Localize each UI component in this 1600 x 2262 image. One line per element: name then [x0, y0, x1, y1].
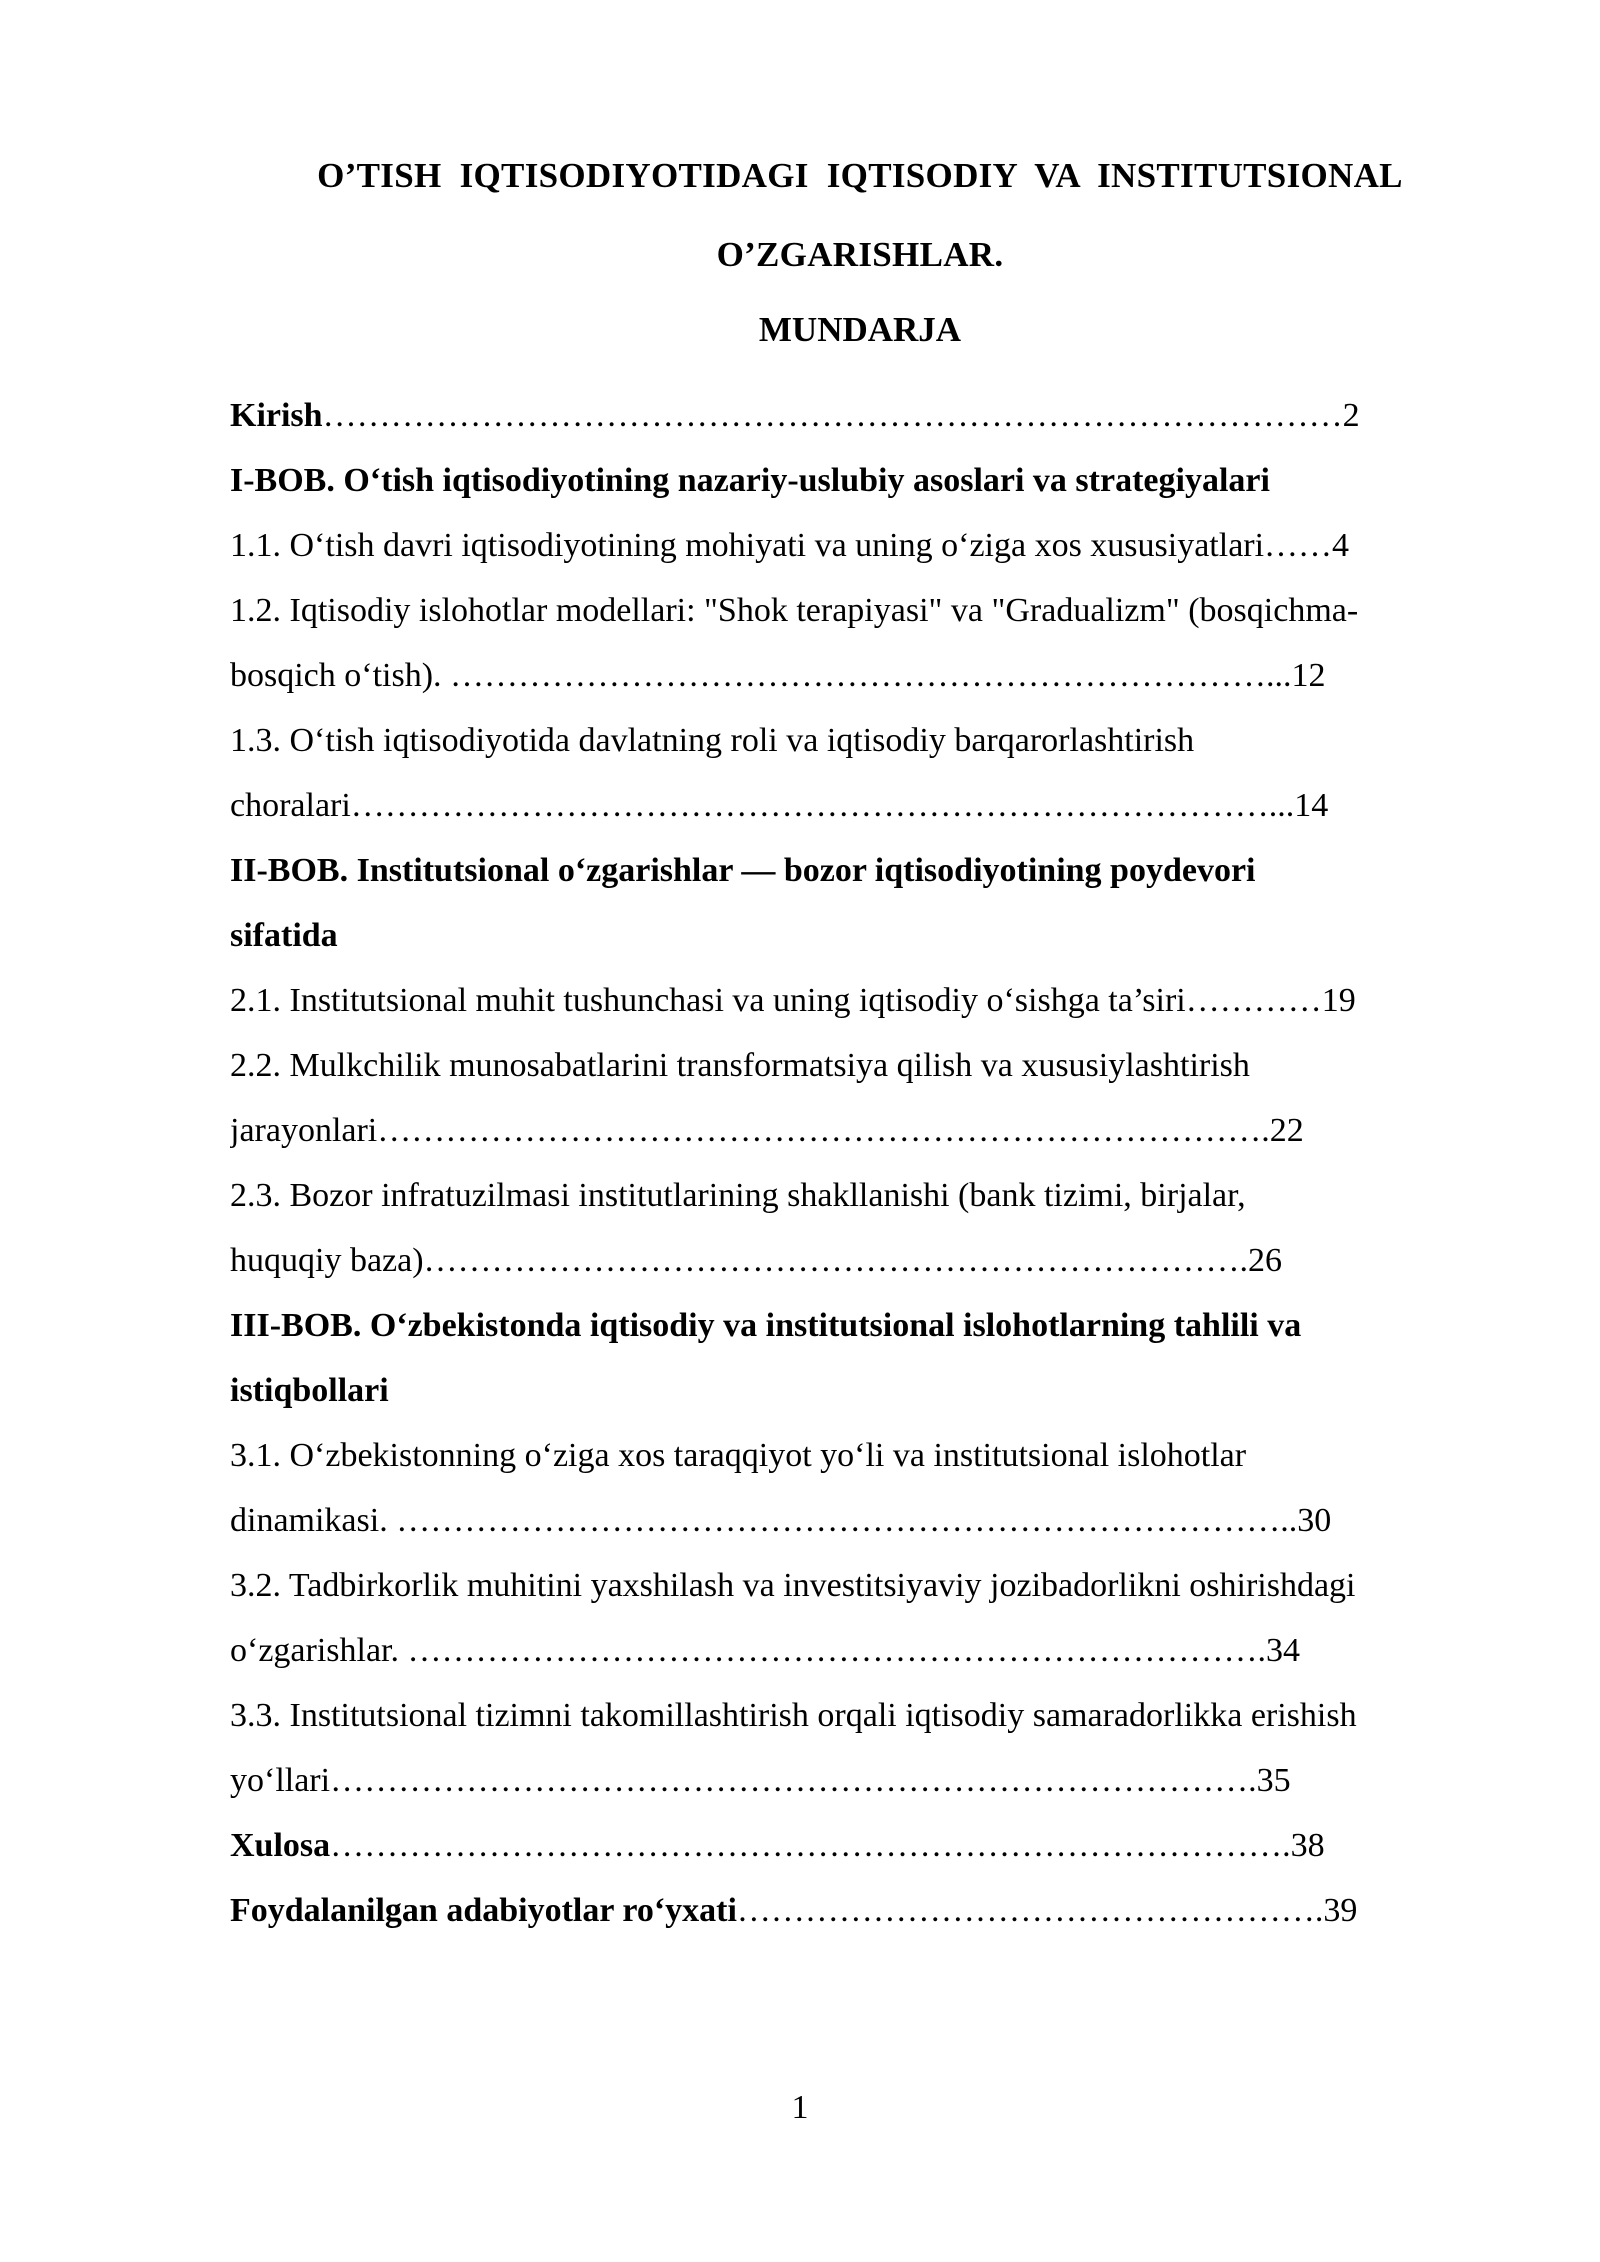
toc-line	[230, 1293, 1490, 1358]
toc-line-text: I-BOB. O‘tish iqtisodiyotining nazariy-uslubiy asoslari va strategiyalari	[230, 462, 1270, 499]
toc-line-text: Xulosa	[230, 1827, 331, 1864]
toc-line-text: sifatida	[230, 917, 338, 954]
title-line-1: O’TISH IQTISODIYOTIDAGI IQTISODIY VA INSTITUTSIONAL	[317, 156, 1403, 195]
toc-line-text: o‘zgarishlar. ………………………………………………………………….34	[230, 1632, 1300, 1669]
toc-line-text: 1.3. O‘tish iqtisodiyotida davlatning roli va iqtisodiy barqarorlashtirish	[230, 722, 1195, 759]
toc-line	[230, 383, 1490, 448]
toc-line	[230, 838, 1490, 903]
table-of-contents	[230, 383, 1490, 1943]
toc-line	[230, 968, 1490, 1033]
toc-line-text: choralari………………………………………………………………………...14	[230, 787, 1329, 824]
toc-line-text: 3.1. O‘zbekistonning o‘ziga xos taraqqiyot yo‘li va institutsional islohotlar	[230, 1437, 1247, 1474]
toc-line-text: 2.3. Bozor infratuzilmasi institutlarining shakllanishi (bank tizimi, birjalar,	[230, 1177, 1246, 1214]
toc-line	[230, 513, 1490, 578]
toc-line	[230, 1683, 1490, 1748]
toc-line	[230, 643, 1490, 708]
toc-line	[230, 1228, 1490, 1293]
toc-line-text: 2.2. Mulkchilik munosabatlarini transformatsiya qilish va xususiylashtirish	[230, 1047, 1250, 1084]
toc-line-leader: ………………………………………………………………………………2	[322, 397, 1360, 434]
toc-line-text: 2.1. Institutsional muhit tushunchasi va uning iqtisodiy o‘sishga ta’siri…………19	[230, 982, 1356, 1019]
toc-line-leader: …………………………………………….39	[736, 1892, 1358, 1929]
toc-heading: MUNDARJA	[758, 310, 962, 349]
toc-line-text: istiqbollari	[230, 1372, 389, 1409]
toc-line	[230, 1618, 1490, 1683]
toc-line-text: Kirish	[230, 397, 323, 434]
toc-line-text: yo‘llari……………………………………………………………………….35	[230, 1762, 1291, 1799]
toc-line-text: huquqiy baza)……………………………………………………………….26	[230, 1242, 1283, 1279]
toc-line-text: 3.2. Tadbirkorlik muhitini yaxshilash va investitsiyaviy jozibadorlikni oshirishdagi	[230, 1567, 1356, 1604]
toc-line-text: 3.3. Institutsional tizimni takomillashtirish orqali iqtisodiy samaradorlikka erishish	[230, 1697, 1357, 1734]
title-line-2: O’ZGARISHLAR.	[716, 235, 1004, 274]
toc-line-text: dinamikasi. ……………………………………………………………………..30	[230, 1502, 1332, 1539]
toc-line-text: bosqich o‘tish). ………………………………………………………………...12	[230, 657, 1326, 694]
toc-line-text: III-BOB. O‘zbekistonda iqtisodiy va institutsional islohotlarning tahlili va	[230, 1307, 1302, 1344]
toc-line	[230, 1813, 1490, 1878]
toc-line-text: jarayonlari…………………………………………………………………….22	[230, 1112, 1304, 1149]
toc-line	[230, 1553, 1490, 1618]
toc-line-text: Foydalanilgan adabiyotlar ro‘yxati	[230, 1892, 737, 1929]
toc-line	[230, 1488, 1490, 1553]
toc-line-text: 1.2. Iqtisodiy islohotlar modellari: "Shok terapiyasi" va "Gradualizm" (bosqichma-	[230, 592, 1359, 629]
toc-line-leader: ………………………………………………………………………….38	[330, 1827, 1325, 1864]
toc-line	[230, 1033, 1490, 1098]
toc-line-text: II-BOB. Institutsional o‘zgarishlar — bozor iqtisodiyotining poydevori	[230, 852, 1256, 889]
toc-line	[230, 773, 1490, 838]
toc-line	[230, 578, 1490, 643]
toc-line-text: 1.1. O‘tish davri iqtisodiyotining mohiyati va uning o‘ziga xos xususiyatlari……4	[230, 527, 1350, 564]
toc-line	[230, 1423, 1490, 1488]
toc-line	[230, 1358, 1490, 1423]
toc-line	[230, 1098, 1490, 1163]
toc-line	[230, 1748, 1490, 1813]
toc-line	[230, 708, 1490, 773]
toc-line	[230, 1878, 1490, 1943]
document-title	[230, 136, 1490, 294]
page-number: 1	[791, 2089, 809, 2126]
toc-line	[230, 1163, 1490, 1228]
toc-line	[230, 903, 1490, 968]
toc-line	[230, 448, 1490, 513]
